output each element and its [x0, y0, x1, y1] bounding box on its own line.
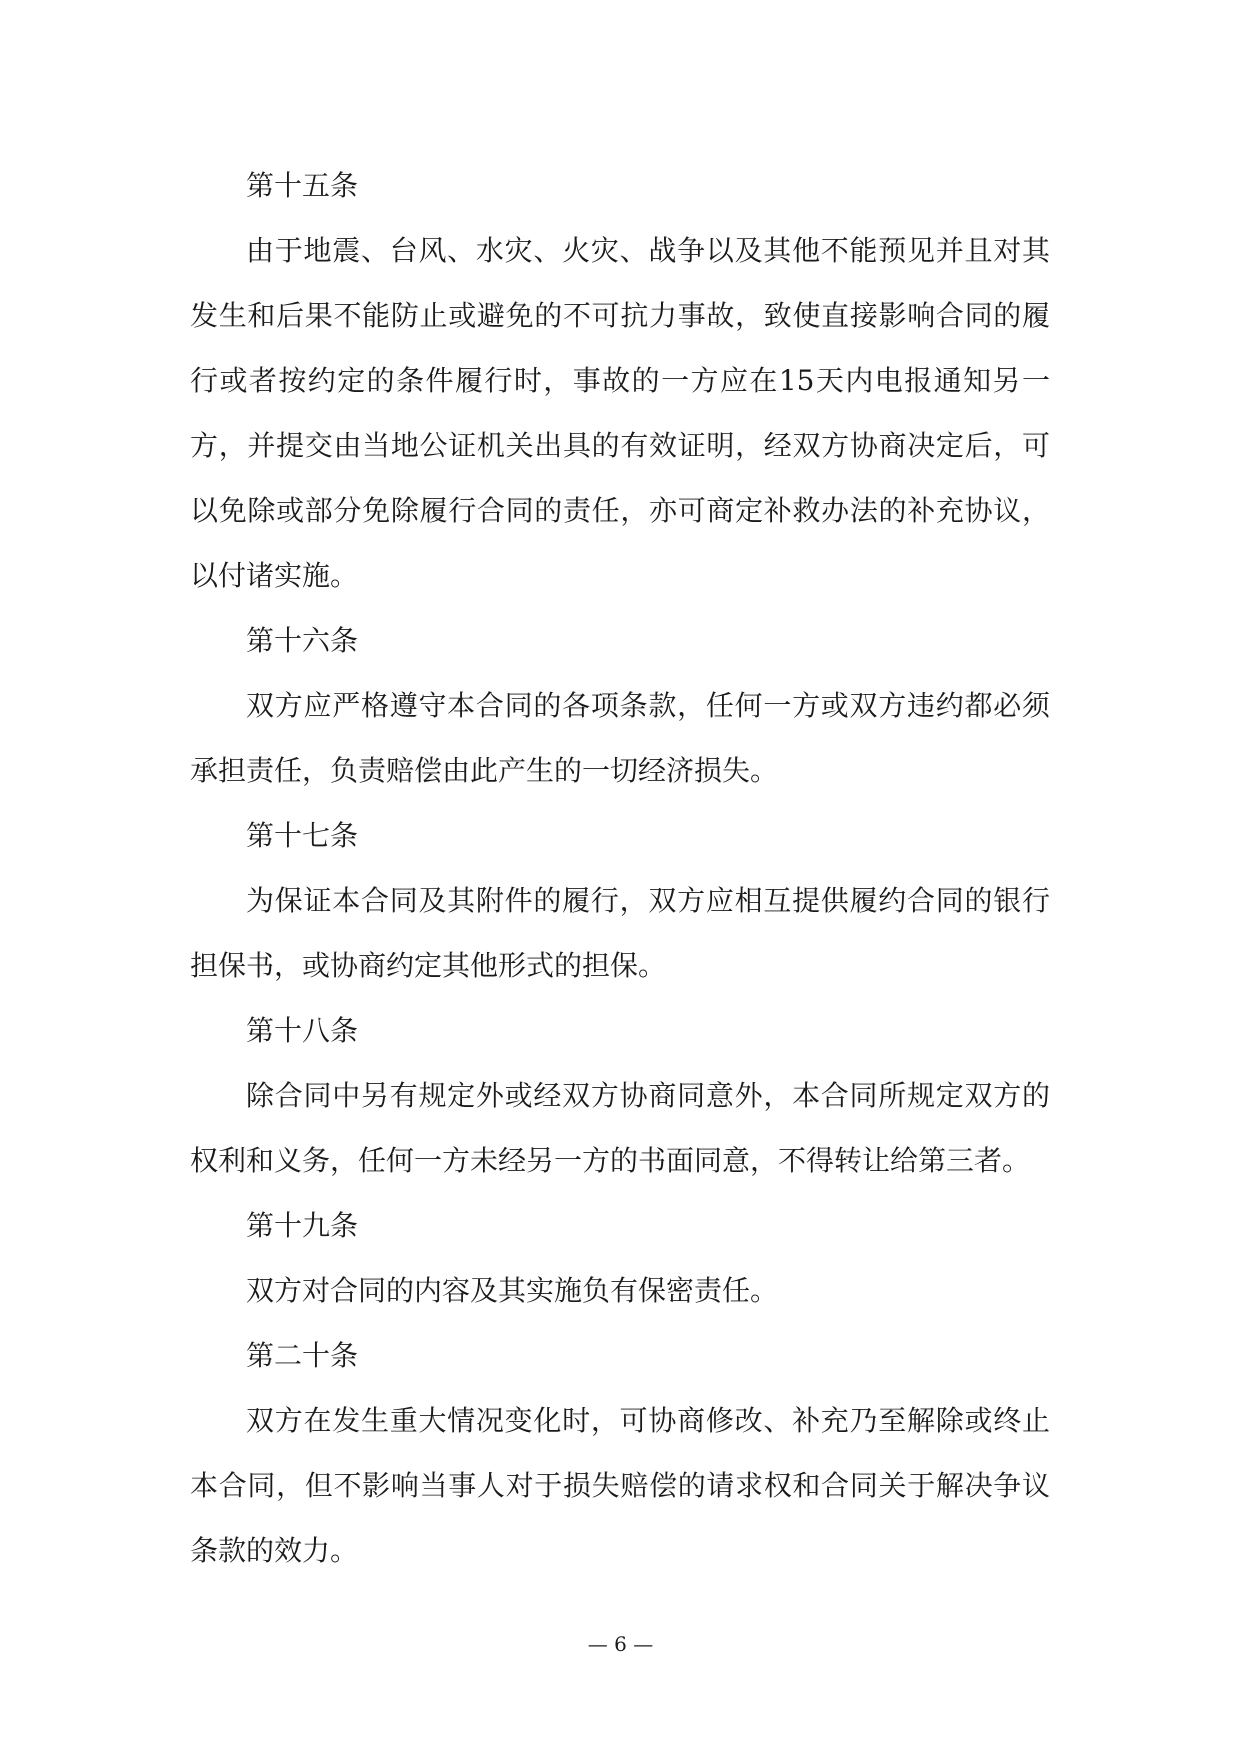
article-16 — [190, 608, 1050, 803]
article-title: 第十六条 — [246, 624, 359, 657]
article-17 — [190, 803, 1050, 998]
article-title: 第二十条 — [246, 1339, 359, 1372]
article-body: 双方对合同的内容及其实施负有保密责任。 — [246, 1274, 779, 1307]
article-15 — [190, 153, 1050, 608]
article-title: 第十五条 — [246, 169, 359, 202]
article-body: 双方在发生重大情况变化时，可协商修改、补充乃至解除或终止本合同，但不影响当事人对于损失赔偿的请求权和合同关于解决争议条款的效力。 — [190, 1404, 1050, 1567]
article-body: 为保证本合同及其附件的履行，双方应相互提供履约合同的银行担保书，或协商约定其他形式的担保。 — [190, 884, 1050, 982]
article-title: 第十九条 — [246, 1209, 359, 1242]
article-title: 第十八条 — [246, 1014, 359, 1047]
article-20 — [190, 1323, 1050, 1583]
article-body: 由于地震、台风、水灾、火灾、战争以及其他不能预见并且对其发生和后果不能防止或避免的不可抗力事故，致使直接影响合同的履行或者按约定的条件履行时，事故的一方应在15天内电报通知另一方，并提交由当地公证机关出具的有效证明，经双方协商决定后，可以免除或部分免除履行合同的责任，亦可商定补救办法的补充协议，以付诸实施。 — [190, 234, 1050, 592]
article-19 — [190, 1193, 1050, 1323]
article-body: 除合同中另有规定外或经双方协商同意外，本合同所规定双方的权利和义务，任何一方未经另一方的书面同意，不得转让给第三者。 — [190, 1079, 1050, 1177]
article-body: 双方应严格遵守本合同的各项条款，任何一方或双方违约都必须承担责任，负责赔偿由此产生的一切经济损失。 — [190, 689, 1050, 787]
article-18 — [190, 998, 1050, 1193]
page-number: — 6 — — [587, 1632, 654, 1656]
article-title: 第十七条 — [246, 819, 359, 852]
document-content — [190, 153, 1050, 1583]
